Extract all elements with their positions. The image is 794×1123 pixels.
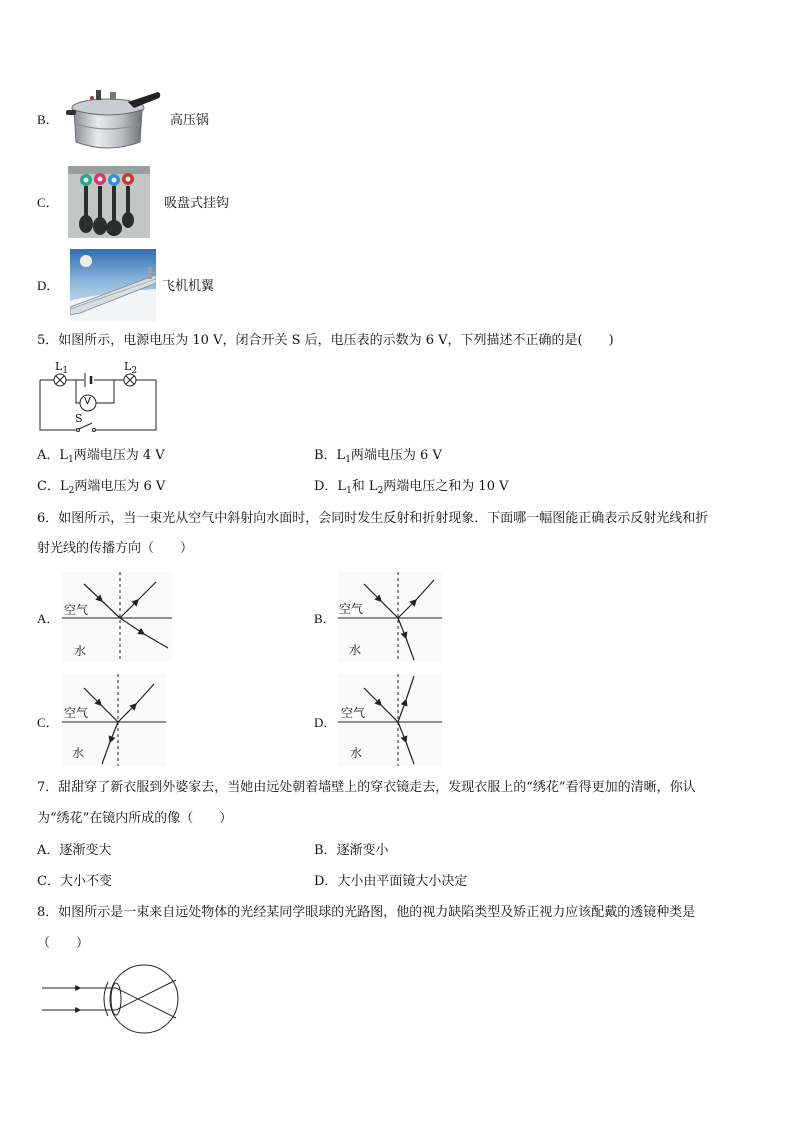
option-letter: A． (37, 611, 60, 626)
option-letter: C． (37, 715, 59, 730)
option-letter: B． (37, 112, 59, 127)
option-letter: D． (314, 715, 337, 730)
label-l1: $L_1$ (55, 360, 69, 376)
q5-option-b[interactable]: B．$L_1$两端电压为 6 V (314, 448, 442, 465)
option-letter: D． (37, 278, 60, 293)
q5-option-c[interactable]: C．$L_2$两端电压为 6 V (37, 479, 166, 496)
q7-option-a[interactable]: A．逐渐变大 (37, 843, 112, 858)
q8-stem-line-1: 8．如图所示是一束来自远处物体的光经某同学眼球的光路图，他的视力缺陷类型及矫正视力应该配戴的透镜种类是 (37, 905, 696, 920)
q8-stem-line-2: （ ） (37, 936, 90, 951)
water-label: 水 (350, 746, 363, 760)
water-label: 水 (72, 746, 85, 760)
pressure-cooker-icon (66, 84, 162, 154)
option-label: 高压锅 (170, 113, 210, 128)
water-label: 水 (74, 644, 87, 658)
q7-stem-line-1: 7．甜甜穿了新衣服到外婆家去，当她由远处朝着墙壁上的穿衣镜走去，发现衣服上的“绣花”看得更加的清晰，你认 (37, 780, 696, 795)
q7-stem-line-2: 为“绣花”在镜内所成的像（ ） (37, 811, 233, 826)
q6-stem-line-2: 射光线的传播方向（ ） (37, 541, 194, 556)
q5-stem: 5．如图所示，电源电压为 10 V，闭合开关 S 后，电压表的示数为 6 V，下列描述不正确的是( ) (37, 333, 614, 348)
battery-icon (85, 373, 91, 387)
option-letter: B． (314, 611, 336, 626)
q5-option-d[interactable]: D．$L_1$和 $L_2$两端电压之和为 10 V (314, 479, 509, 496)
q6-stem-line-1: 6．如图所示，当一束光从空气中斜射向水面时，会同时发生反射和折射现象．下面哪一幅图能正确表示反射光线和折 (37, 511, 709, 526)
option-letter: C． (37, 195, 59, 210)
air-label: 空气 (64, 706, 89, 720)
air-label: 空气 (339, 602, 364, 616)
label-voltmeter: V (84, 396, 91, 407)
q7-option-c[interactable]: C．大小不变 (37, 874, 112, 889)
airplane-wing-icon (70, 249, 156, 321)
q7-option-d[interactable]: D．大小由平面镜大小决定 (314, 874, 468, 889)
label-l2: $L_2$ (124, 360, 138, 376)
eye-diagram (40, 962, 180, 1038)
water-label: 水 (349, 643, 362, 657)
q5-option-a[interactable]: A．$L_1$两端电压为 4 V (37, 448, 165, 465)
option-label: 吸盘式挂钩 (164, 196, 230, 211)
label-switch: S (75, 412, 83, 425)
option-label: 飞机机翼 (162, 279, 215, 294)
air-label: 空气 (341, 706, 366, 720)
air-label: 空气 (64, 603, 89, 617)
suction-hooks-icon (68, 166, 150, 238)
q7-option-b[interactable]: B．逐渐变小 (314, 843, 389, 858)
